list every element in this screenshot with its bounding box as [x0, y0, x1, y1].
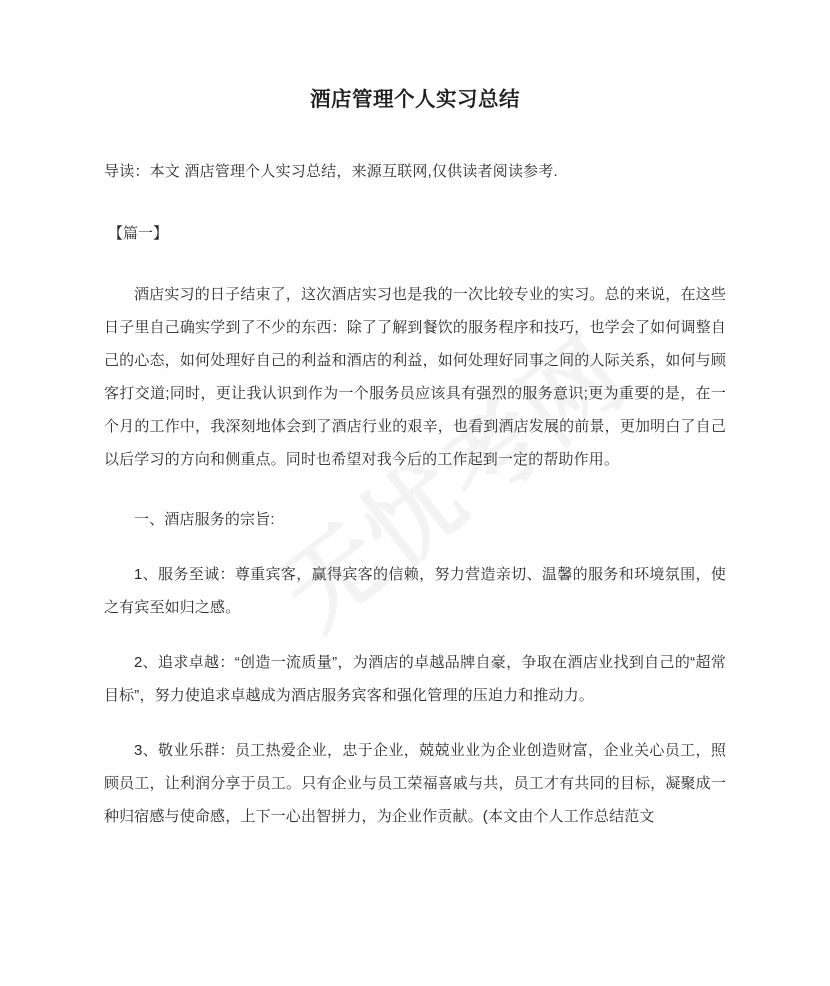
- list-item: 3、敬业乐群：员工热爱企业，忠于企业，兢兢业业为企业创造财富，企业关心员工，照顾员工，让利润分享于员工。只有企业与员工荣福喜戚与共，员工才有共同的目标，凝聚成一种归宿感与使命感，上下一心出智拼力，为企业作贡献。(本文由个人工作总结范文: [104, 742, 726, 825]
- section-heading-one: 一、酒店服务的宗旨:: [134, 511, 275, 528]
- section-tag: 【篇一】: [108, 225, 169, 242]
- lead-paragraph: 导读：本文 酒店管理个人实习总结，来源互联网,仅供读者阅读参考.: [104, 163, 558, 180]
- document-content: [104, 0, 726, 833]
- body-paragraph: 酒店实习的日子结束了，这次酒店实习也是我的一次比较专业的实习。总的来说，在这些日子里自己确实学到了不少的东西：除了了解到餐饮的服务程序和技巧，也学会了如何调整自己的心态，如何处理好自己的利益和酒店的利益，如何处理好同事之间的人际关系，如何与顾客打交道;同时，更让我认识到作为一个服务员应该具有强烈的服务意识;更为重要的是，在一个月的工作中，我深刻地体会到了酒店行业的艰辛，也看到酒店发展的前景，更加明白了自己以后学习的方向和侧重点。同时也希望对我今后的工作起到一定的帮助作用。: [104, 286, 726, 468]
- list-item: 2、追求卓越：“创造一流质量”，为酒店的卓越品牌自豪，争取在酒店业找到自己的“超常目标”，努力使追求卓越成为酒店服务宾客和强化管理的压迫力和推动力。: [104, 654, 726, 704]
- list-item: 1、服务至诚：尊重宾客，赢得宾客的信赖，努力营造亲切、温馨的服务和环境氛围，使之有宾至如归之感。: [104, 566, 726, 616]
- page-title: 酒店管理个人实习总结: [310, 88, 520, 111]
